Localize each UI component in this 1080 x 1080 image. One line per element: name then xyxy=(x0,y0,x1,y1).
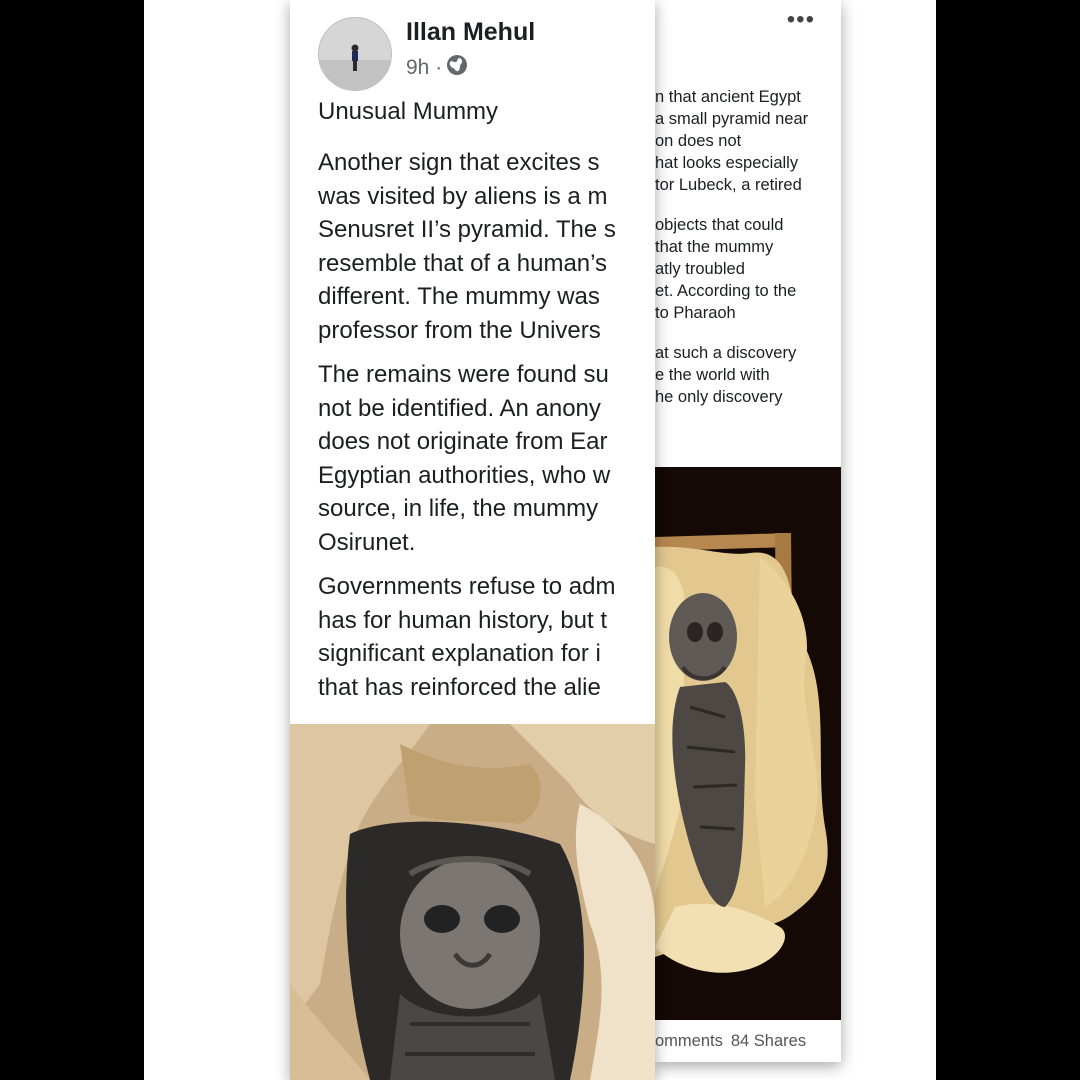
text-line: resemble that of a human’s xyxy=(318,249,608,277)
right-post-text xyxy=(655,86,841,408)
text-line: does not originate from Ear xyxy=(318,428,608,455)
text-line: tor Lubeck, a retired xyxy=(655,176,802,194)
text-line: hat looks especially xyxy=(655,154,799,172)
text-line: Osirunet. xyxy=(318,528,416,556)
mummy-coffin-photo[interactable] xyxy=(655,467,841,1020)
text-line: he only discovery xyxy=(655,388,783,406)
avatar[interactable] xyxy=(318,17,392,91)
text-line: e the world with xyxy=(655,366,770,384)
post-meta xyxy=(406,54,468,82)
text-line: different. The mummy was xyxy=(318,283,600,310)
globe-icon xyxy=(446,54,468,82)
text-line: Egyptian authorities, who w xyxy=(318,461,611,489)
right-black-border xyxy=(936,0,1080,1080)
text-line: has for human history, but t xyxy=(318,606,608,634)
text-line: Senusret II’s pyramid. The s xyxy=(318,216,616,243)
text-line: significant explanation for i xyxy=(318,640,601,667)
text-line: Governments refuse to adm xyxy=(318,573,616,600)
post-time[interactable]: 9h · xyxy=(406,56,443,79)
left-black-border xyxy=(0,0,144,1080)
text-line: atly troubled xyxy=(655,260,745,278)
mummy-closeup-photo[interactable] xyxy=(290,724,655,1080)
post-body xyxy=(318,146,655,704)
text-line: et. According to the xyxy=(655,282,797,300)
text-line: objects that could xyxy=(655,216,784,234)
text-line: a small pyramid near xyxy=(655,110,809,128)
text-line: on does not xyxy=(655,132,742,150)
more-options-icon[interactable]: ••• xyxy=(786,6,815,33)
post-card-left xyxy=(290,0,655,1080)
comments-count[interactable]: omments xyxy=(655,1032,723,1050)
reaction-stats xyxy=(655,1032,841,1056)
post-title: Unusual Mummy xyxy=(318,98,499,125)
text-line: The remains were found su xyxy=(318,361,609,388)
post-card-right xyxy=(655,0,841,1062)
author-name[interactable]: Illan Mehul xyxy=(406,18,536,46)
text-line: source, in life, the mummy xyxy=(318,495,599,522)
text-line: professor from the Univers xyxy=(318,316,601,344)
text-line: that the mummy xyxy=(655,238,774,256)
text-line: Another sign that excites s xyxy=(318,149,600,176)
text-line: that has reinforced the alie xyxy=(318,673,601,701)
text-line: to Pharaoh xyxy=(655,304,736,322)
text-line: was visited by aliens is a m xyxy=(318,182,608,210)
text-line: at such a discovery xyxy=(655,344,797,362)
text-line: not be identified. An anony xyxy=(318,394,601,422)
shares-count[interactable]: 84 Shares xyxy=(730,1032,807,1050)
text-line: n that ancient Egypt xyxy=(655,88,801,106)
